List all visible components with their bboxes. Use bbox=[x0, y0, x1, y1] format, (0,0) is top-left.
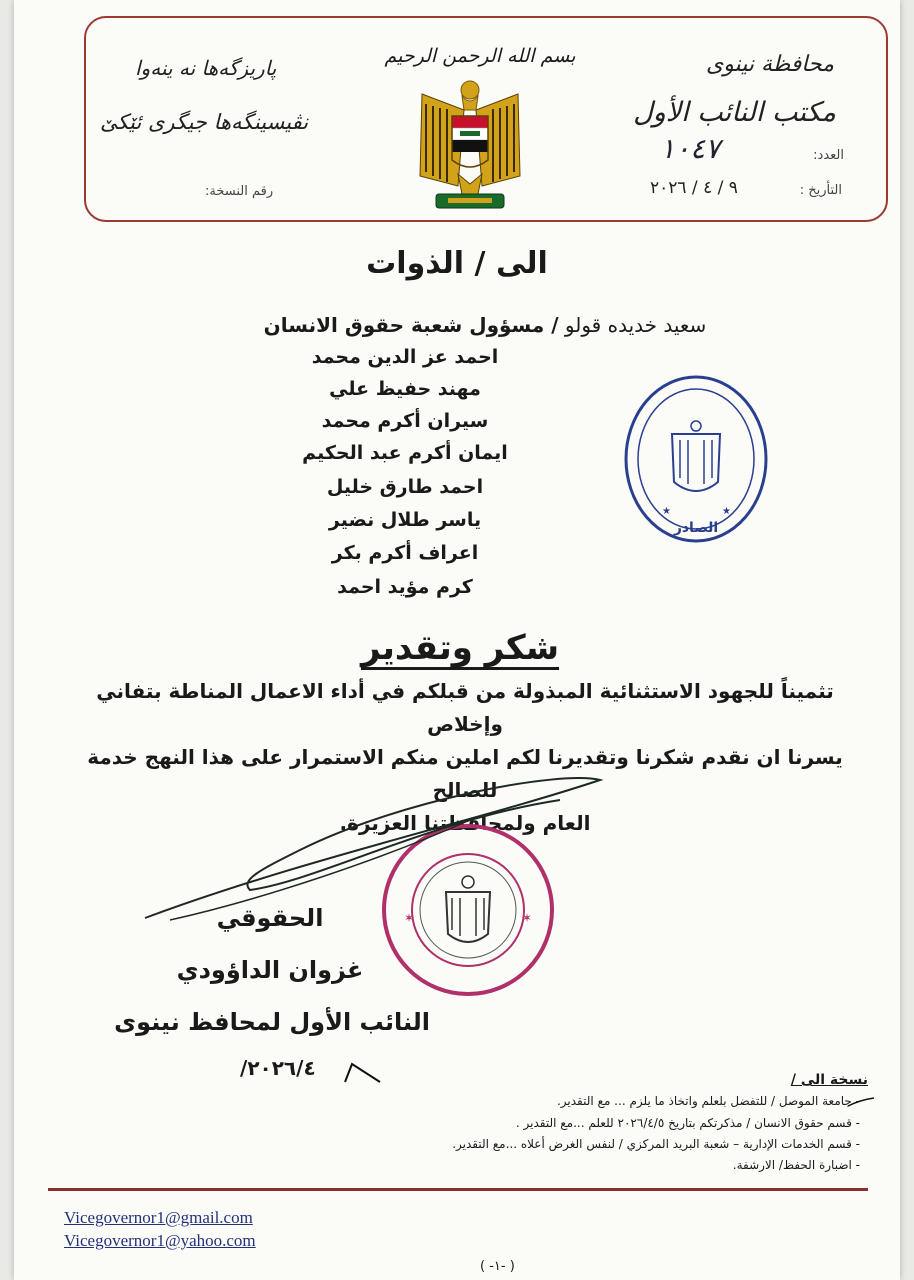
email-yahoo-link[interactable]: Vicegovernor1@yahoo.com bbox=[64, 1231, 256, 1250]
body-line-1: تثميناً للجهود الاستثنائية المبذولة من قبلكم في أداء الاعمال المناطة بتفاني وإخلاص bbox=[96, 679, 834, 736]
iraq-eagle-emblem-icon bbox=[418, 76, 522, 214]
recipient: ياسر طلال نضير bbox=[328, 509, 482, 531]
recipient: احمد عز الدين محمد bbox=[311, 346, 499, 368]
page-number: ( -١- ) bbox=[480, 1259, 515, 1274]
outgoing-stamp-icon bbox=[622, 374, 770, 544]
recipient: اعراف أكرم بكر bbox=[331, 542, 479, 564]
signatory-name: غزوان الداؤودي bbox=[176, 956, 364, 984]
number-label: العدد: bbox=[813, 148, 844, 163]
recipient-first-role: / مسؤول شعبة حقوق الانسان bbox=[263, 313, 559, 337]
copies-title: نسخة الى / bbox=[790, 1072, 868, 1088]
office-name: مكتب النائب الأول bbox=[633, 97, 836, 128]
recipient: سيران أكرم محمد bbox=[321, 410, 489, 432]
recipient-first-name: سعيد خديده قولو bbox=[564, 313, 707, 337]
signatory-position: النائب الأول لمحافظ نينوى bbox=[114, 1008, 430, 1036]
footer-divider bbox=[48, 1188, 868, 1191]
copy-recipient: - قسم حقوق الانسان / مذكرتكم بتاريخ ٢٠٢٦/٤/٥ للعلم ...مع التقدير . bbox=[515, 1116, 860, 1130]
copy-recipient: - جامعة الموصل / للتفضل بلعلم واتخاذ ما يلزم ... مع التقدير. bbox=[556, 1094, 860, 1108]
number-value: ١٠٤٧ bbox=[660, 132, 721, 165]
addressee-heading: الى / الذوات bbox=[366, 246, 548, 281]
copy-recipient: - قسم الخدمات الإدارية – شعبة البريد المركزي / لنفس الغرض أعلاه ...مع التقدير. bbox=[452, 1137, 860, 1151]
governorate-name: محافظة نينوى bbox=[705, 52, 834, 77]
recipient-first bbox=[260, 313, 710, 337]
copy-recipient: - اضبارة الحفظ/ الارشفة. bbox=[732, 1158, 860, 1172]
email-gmail-link[interactable]: Vicegovernor1@gmail.com bbox=[64, 1208, 253, 1227]
outgoing-stamp-label: الصادر bbox=[673, 520, 719, 536]
recipient: كرم مؤيد احمد bbox=[337, 576, 473, 598]
basmala: بسم الله الرحمن الرحيم bbox=[384, 45, 576, 67]
svg-text:✶: ✶ bbox=[404, 911, 415, 925]
body-line-3: العام ولمحافظتنا العزيزة. bbox=[339, 811, 591, 835]
letter-body bbox=[80, 675, 850, 840]
date-value: ٩ / ٤ / ٢٠٢٦ bbox=[650, 178, 738, 198]
kurdish-office: نڤیسینگەها جیگری ئێکێ bbox=[100, 110, 309, 134]
recipient: ايمان أكرم عبد الحكيم bbox=[302, 442, 508, 464]
office-stamp-icon bbox=[380, 822, 556, 998]
kurdish-governorate: پاریزگەها نە ینەوا bbox=[135, 56, 277, 80]
svg-text:★: ★ bbox=[722, 506, 731, 517]
recipient: مهند حفيظ علي bbox=[329, 378, 481, 400]
svg-text:★: ★ bbox=[662, 506, 671, 517]
letter-title: شكر وتقدير bbox=[360, 628, 560, 668]
signatory-title: الحقوقي bbox=[216, 904, 324, 932]
signature-date: ٢٠٢٦/٤/ bbox=[240, 1056, 316, 1080]
body-line-2: يسرنا ان نقدم شكرنا وتقديرنا لكم املين منكم الاستمرار على هذا النهج خدمة للصالح bbox=[87, 745, 843, 802]
date-label: التأريخ : bbox=[799, 183, 842, 198]
copy-number-label: رقم النسخة: bbox=[205, 184, 274, 199]
recipient: احمد طارق خليل bbox=[326, 476, 484, 498]
svg-text:✶: ✶ bbox=[522, 911, 533, 925]
